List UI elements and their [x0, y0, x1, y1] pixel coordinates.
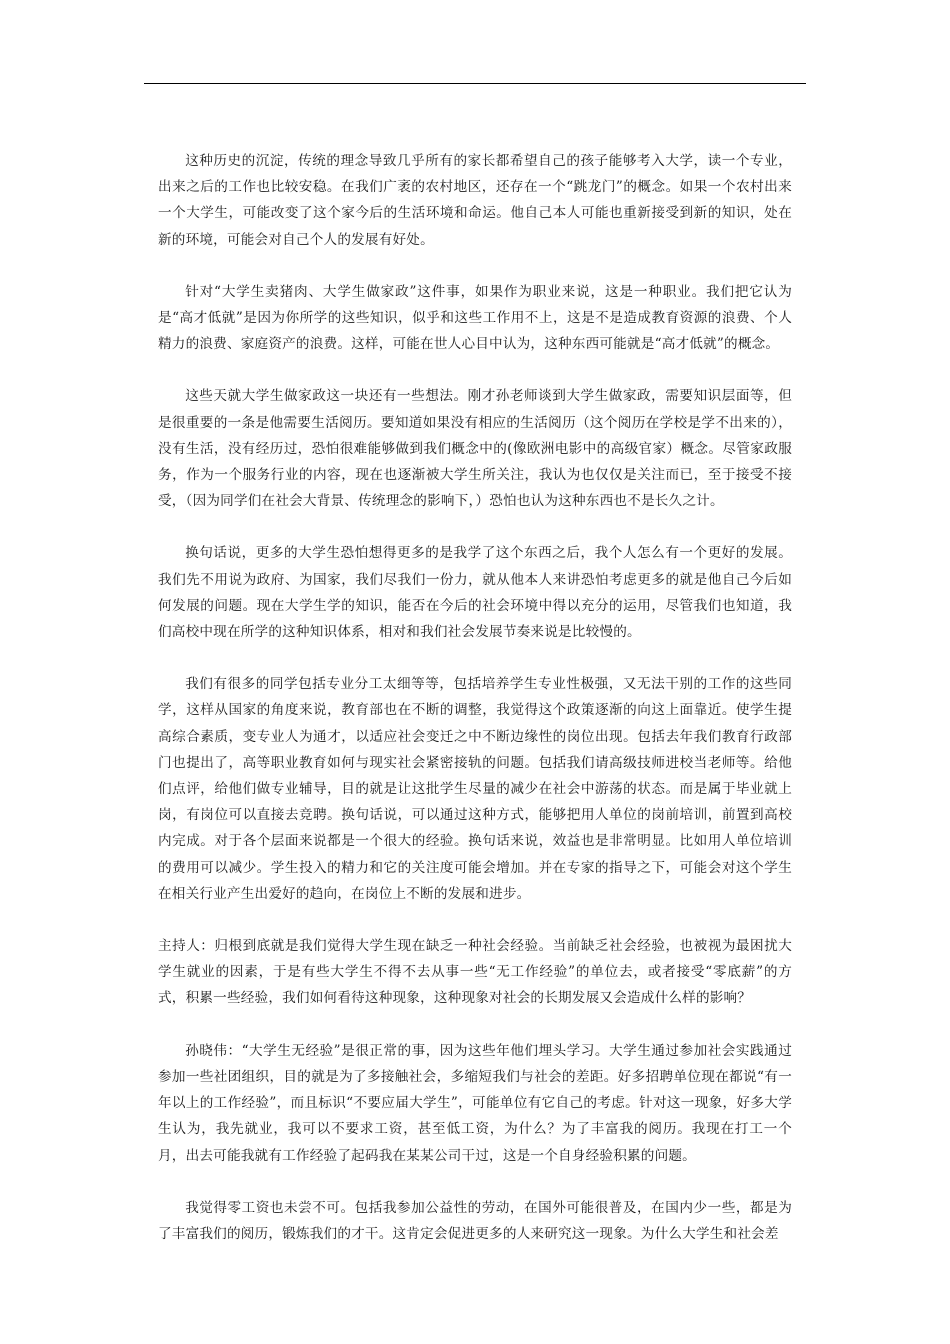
speaker-answer-paragraph: 孙晓伟：“大学生无经验”是很正常的事，因为这些年他们埋头学习。大学生通过参加社会实践通过参加一些社团组织，目的就是为了多接触社会，多缩短我们与社会的差距。好多招聘单位现在都说“有一年以上的工作经验”，而且标识“不要应届大学生”，可能单位有它自己的考虑。针对这一现象，好多大学生认为，我先就业，我可以不要求工资，甚至低工资，为什么？为了丰富我的阅历。我现在打工一个月，出去可能我就有工作经验了起码我在某某公司干过，这是一个自身经验积累的问题。	[158, 1042, 792, 1164]
paragraph: 我觉得零工资也未尝不可。包括我参加公益性的劳动，在国外可能很普及，在国内少一些，都是为了丰富我们的阅历，锻炼我们的才干。这肯定会促进更多的人来研究这一现象。为什么大学生和社会差	[158, 1199, 792, 1242]
header-rule	[144, 83, 806, 84]
host-question-paragraph: 主持人：归根到底就是我们觉得大学生现在缺乏一种社会经验。当前缺乏社会经验，也被视为最困扰大学生就业的因素，于是有些大学生不得不去从事一些“无工作经验”的单位去，或者接受“零底薪”的方式，积累一些经验，我们如何看待这种现象，这种现象对社会的长期发展又会造成什么样的影响？	[158, 938, 792, 1007]
paragraph: 针对“大学生卖猪肉、大学生做家政”这件事，如果作为职业来说，这是一种职业。我们把它认为是“高才低就”是因为你所学的这些知识，似乎和这些工作用不上，这是不是造成教育资源的浪费、个人精力的浪费、家庭资产的浪费。这样，可能在世人心目中认为，这种东西可能就是“高才低就”的概念。	[158, 283, 792, 353]
paragraph: 这种历史的沉淀，传统的理念导致几乎所有的家长都希望自己的孩子能够考入大学，读一个专业，出来之后的工作也比较安稳。在我们广袤的农村地区，还存在一个“跳龙门”的概念。如果一个农村出来一个大学生，可能改变了这个家今后的生活环境和命运。他自己本人可能也重新接受到新的知识，处在新的环境，可能会对自己个人的发展有好处。	[158, 153, 792, 248]
paragraph: 这些天就大学生做家政这一块还有一些想法。刚才孙老师谈到大学生做家政，需要知识层面等，但是很重要的一条是他需要生活阅历。要知道如果没有相应的生活阅历（这个阅历在学校是学不出来的），没有生活，没有经历过，恐怕很难能够做到我们概念中的(像欧洲电影中的高级官家）概念。尽管家政服务，作为一个服务行业的内容，现在也逐渐被大学生所关注，我认为也仅仅是关注而已，至于接受不接受，（因为同学们在社会大背景、传统理念的影响下，）恐怕也认为这种东西也不是长久之计。	[158, 388, 792, 510]
paragraph: 换句话说，更多的大学生恐怕想得更多的是我学了这个东西之后，我个人怎么有一个更好的发展。我们先不用说为政府、为国家，我们尽我们一份力，就从他本人来讲恐怕考虑更多的就是他自己今后如何发展的问题。现在大学生学的知识，能否在今后的社会环境中得以充分的运用，尽管我们也知道，我们高校中现在所学的这种知识体系，相对和我们社会发展节奏来说是比较慢的。	[158, 545, 792, 641]
paragraph: 我们有很多的同学包括专业分工太细等等，包括培养学生专业性极强，又无法干别的工作的这些同学，这样从国家的角度来说，教育部也在不断的调整，我觉得这个政策逐渐的向这上面靠近。使学生提高综合素质，变专业人为通才，以适应社会变迁之中不断边缘性的岗位出现。包括去年我们教育行政部门也提出了，高等职业教育如何与现实社会紧密接轨的问题。包括我们请高级技师进校当老师等。给他们点评，给他们做专业辅导，目的就是让这批学生尽量的减少在社会中游荡的状态。而是属于毕业就上岗，有岗位可以直接去竞聘。换句话说，可以通过这种方式，能够把用人单位的岗前培训，前置到高校内完成。对于各个层面来说都是一个很大的经验。换句话来说，效益也是非常明显。比如用人单位培训的费用可以减少。学生投入的精力和它的关注度可能会增加。并在专家的指导之下，可能会对这个学生在相关行业产生出爱好的趋向，在岗位上不断的发展和进步。	[158, 676, 792, 902]
document-body	[158, 148, 792, 1273]
